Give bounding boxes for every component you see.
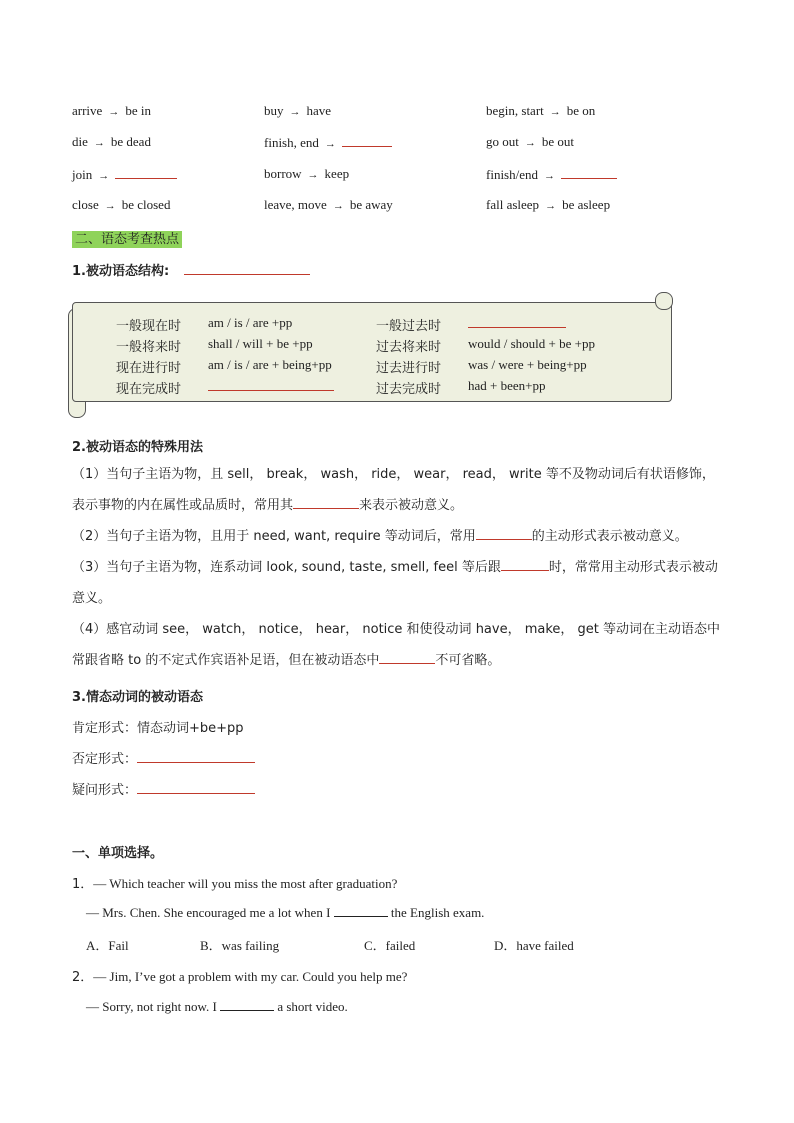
special-usage-heading: 2.被动语态的特殊用法	[72, 440, 203, 455]
tense-name: 一般过去时	[376, 319, 442, 334]
question-1-line-2: — Mrs. Chen. She encouraged me a lot when I the English exam.	[86, 905, 485, 920]
arrow-icon: →	[545, 200, 557, 212]
conversion-from: leave, move	[264, 197, 327, 212]
section-heading: 二、语态考查热点	[72, 228, 182, 247]
conversion-to: keep	[324, 166, 350, 181]
conversion-cell	[72, 197, 170, 213]
scroll-curl-right	[655, 292, 673, 310]
answer-blank[interactable]	[137, 750, 255, 763]
answer-blank[interactable]	[220, 998, 274, 1011]
arrow-icon: →	[108, 106, 120, 118]
conversion-from: finish, end	[264, 135, 319, 150]
tense-name: 现在进行时	[116, 361, 182, 376]
tense-form: shall / will + be +pp	[208, 336, 313, 351]
question-2-line-2: — Sorry, not right now. I a short video.	[86, 999, 348, 1014]
arrow-icon: →	[93, 137, 105, 149]
conversion-to: be asleep	[562, 197, 611, 212]
tense-form: was / were + being+pp	[468, 357, 587, 372]
conversion-to: be on	[566, 103, 596, 118]
question-1-option-c[interactable]: C．failed	[364, 938, 416, 953]
conversion-to: be dead	[110, 134, 151, 149]
tense-form: am / is / are + being+pp	[208, 357, 332, 372]
conversion-from: finish/end	[486, 167, 538, 182]
conversion-cell	[486, 197, 610, 213]
question-form: 疑问形式：	[72, 779, 255, 798]
conversion-from: buy	[264, 103, 284, 118]
question-1-option-a[interactable]: A．Fail	[86, 938, 129, 953]
arrow-icon: →	[98, 170, 110, 182]
conversion-from: fall asleep	[486, 197, 540, 212]
answer-blank[interactable]	[476, 527, 532, 540]
arrow-icon: →	[332, 200, 344, 212]
answer-blank[interactable]	[334, 904, 388, 917]
conversion-to: be in	[125, 103, 151, 118]
conversion-cell	[264, 166, 349, 182]
tense-form-blank[interactable]	[468, 315, 566, 332]
arrow-icon: →	[289, 106, 301, 118]
answer-blank[interactable]	[184, 262, 310, 275]
answer-blank[interactable]	[561, 166, 617, 179]
tense-name: 现在完成时	[116, 382, 182, 397]
conversion-cell	[264, 134, 392, 151]
arrow-icon: →	[307, 169, 319, 181]
answer-blank[interactable]	[342, 134, 392, 147]
answer-blank[interactable]	[208, 378, 334, 391]
question-1-line-1: 1．— Which teacher will you miss the most after graduation?	[72, 876, 398, 892]
conversion-cell	[264, 197, 393, 213]
arrow-icon: →	[324, 138, 336, 150]
tense-name: 过去完成时	[376, 382, 442, 397]
conversion-from: join	[72, 167, 93, 182]
conversion-from: close	[72, 197, 99, 212]
tense-form: am / is / are +pp	[208, 315, 293, 330]
exercise-heading: 一、单项选择。	[72, 846, 164, 861]
answer-blank[interactable]	[501, 558, 549, 571]
question-2-line-1: 2．— Jim, I’ve got a problem with my car. Could you help me?	[72, 969, 408, 985]
conversion-cell	[264, 103, 331, 119]
arrow-icon: →	[524, 137, 536, 149]
usage-paragraph-1: （1）当句子主语为物，且 sell， break， wash， ride， wear， read， write 等不及物动词后有状语修饰， 表示事物的内在属性或品质时，常用其 来表示被动意义。 （2）当句子主语为物，且用于 need, want, require 等动词后，常用 的主动形式表示被动意义。 （3）当句子主语为物，连系动词 look, sound, taste, smell, feel 等后跟 时，常常用主动形式表示被动 意义。 （4）感官动词 see， watch， notice， hear， notice 和使役动词 have， make， get 等动词在主动语态中 常跟省略 to 的不定式作宾语补足语，但在被动语态中 不可省略。	[72, 467, 721, 668]
conversion-from: arrive	[72, 103, 103, 118]
arrow-icon: →	[549, 106, 561, 118]
arrow-icon: →	[544, 170, 555, 182]
question-1-option-d[interactable]: D．have failed	[494, 938, 574, 953]
answer-blank[interactable]	[115, 166, 177, 179]
question-1-option-b[interactable]: B．was failing	[200, 938, 280, 953]
conversion-to: be away	[349, 197, 393, 212]
tense-form: would / should + be +pp	[468, 336, 595, 351]
tense-name: 过去进行时	[376, 361, 442, 376]
conversion-to: be closed	[121, 197, 171, 212]
conversion-cell	[486, 103, 595, 119]
conversion-from: die	[72, 134, 88, 149]
tense-name: 过去将来时	[376, 340, 442, 355]
conversion-from: go out	[486, 134, 519, 149]
conversion-from: borrow	[264, 166, 302, 181]
affirmative-form: 肯定形式：情态动词+be+pp	[72, 721, 244, 736]
answer-blank[interactable]	[379, 651, 435, 664]
answer-blank[interactable]	[468, 315, 566, 328]
conversion-cell	[72, 103, 151, 119]
modal-passive-heading: 3.情态动词的被动语态	[72, 690, 203, 705]
tense-name: 一般将来时	[116, 340, 182, 355]
tense-form: had + been+pp	[468, 378, 546, 393]
conversion-cell	[72, 166, 177, 183]
tense-form-blank[interactable]	[208, 378, 334, 395]
tense-name: 一般现在时	[116, 319, 182, 334]
conversion-from: begin, start	[486, 103, 544, 118]
conversion-cell	[72, 134, 151, 150]
conversion-to: have	[306, 103, 332, 118]
conversion-cell	[486, 166, 617, 183]
negative-form: 否定形式：	[72, 748, 255, 767]
passive-structure-heading: 1.被动语态结构:	[72, 260, 310, 279]
conversion-to: be out	[541, 134, 575, 149]
conversion-cell	[486, 134, 574, 150]
answer-blank[interactable]	[137, 781, 255, 794]
arrow-icon: →	[104, 200, 116, 212]
answer-blank[interactable]	[293, 496, 359, 509]
